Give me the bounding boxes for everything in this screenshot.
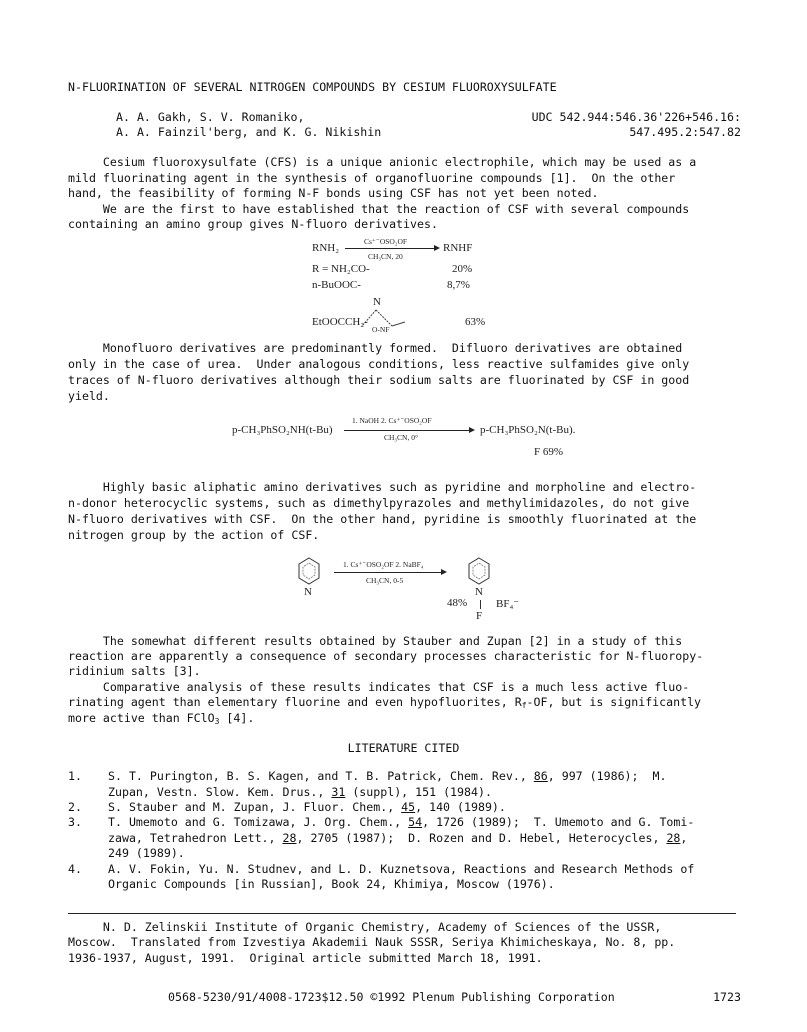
udc-line-1: UDC 542.944:546.36'226+546.16: — [531, 110, 741, 124]
scheme2-arrowhead — [469, 427, 475, 433]
paragraph-3-line: only in the case of urea. Under analogous conditions, less reactive sulfamides give only — [68, 357, 690, 371]
copyright-footer: 0568-5230/91/4008-1723$12.50 ©1992 Plenum Publishing Corporation — [168, 990, 615, 1004]
reference-line: Organic Compounds [in Russian], Book 24, Khimiya, Moscow (1976). — [108, 877, 555, 891]
paragraph-3-line: yield. — [68, 389, 110, 403]
scheme3-counterion: BF₄⁻ — [496, 598, 520, 610]
article-title: N-FLUORINATION OF SEVERAL NITROGEN COMPOUNDS BY CESIUM FLUOROXYSULFATE — [68, 80, 557, 94]
reference-line: zawa, Tetrahedron Lett., 28, 2705 (1987); D. Rozen and D. Hebel, Heterocycles, 28, — [108, 831, 688, 845]
reference-number: 1. — [68, 769, 82, 783]
scheme1-r-group: R = NH₂CO- — [312, 263, 370, 275]
scheme3-arrowhead — [441, 569, 447, 575]
reference-number: 2. — [68, 800, 82, 814]
scheme3-reactant-n: N — [304, 586, 312, 598]
page-number: 1723 — [713, 990, 741, 1004]
paragraph-6-line — [68, 711, 254, 729]
paragraph-4-line: n-donor heterocyclic systems, such as dimethylpyrazoles and methylimidazoles, do not give — [68, 496, 690, 510]
scheme1-ring-n: N — [373, 296, 381, 308]
scheme3-yield: 48% — [447, 597, 468, 609]
paragraph-1-line: hand, the feasibility of forming N-F bonds using CSF has not yet been noted. — [68, 186, 599, 200]
paragraph-1-line: Cesium fluoroxysulfate (CFS) is a unique anionic electrophile, which may be used as a — [68, 155, 697, 169]
footnote-divider — [68, 913, 736, 914]
reference-line: S. Stauber and M. Zupan, J. Fluor. Chem., 45, 140 (1989). — [108, 800, 506, 814]
paragraph-6-text: -OF, but is significantly — [526, 695, 702, 709]
subscript-f: f — [521, 701, 527, 710]
paragraph-4-line: Highly basic aliphatic amino derivatives such as pyridine and morpholine and electro- — [68, 480, 697, 494]
paragraph-6-text: [4]. — [219, 711, 255, 725]
reference-line: A. V. Fokin, Yu. N. Studnev, and L. D. Kuznetsova, Reactions and Research Methods of — [108, 862, 695, 876]
reference-number: 4. — [68, 862, 82, 876]
paragraph-2-line: We are the first to have established that the reaction of CSF with several compounds — [68, 202, 690, 216]
scheme1-reagent-top: Cs⁺⁻OSO₂OF — [364, 237, 408, 246]
paragraph-3-line: traces of N-fluoro derivatives although their sodium salts are fluorinated by CSF in good — [68, 373, 690, 387]
scheme3-product-f: F — [476, 610, 483, 622]
scheme2-reagent-bottom: CH₃CN, 0° — [384, 433, 418, 442]
paragraph-6-text: more active than FClO — [68, 711, 215, 725]
scheme1-yield: 20% — [452, 263, 473, 275]
scheme2-reactant: p-CH₃PhSO₂NH(t-Bu) — [232, 424, 333, 436]
paragraph-5-line: reaction are apparently a consequence of secondary processes characteristic for N-fluoropy- — [68, 649, 704, 663]
paragraph-5-line: The somewhat different results obtained by Stauber and Zupan [2] in a study of this — [68, 634, 683, 648]
reference-line: S. T. Purington, B. S. Kagen, and T. B. Patrick, Chem. Rev., 86, 997 (1986); M. — [108, 769, 667, 783]
scheme1-arrow — [345, 248, 437, 249]
pyridinium-ring-icon — [466, 556, 492, 590]
paragraph-4-line: N-fluoro derivatives with CSF. On the other hand, pyridine is smoothly fluorinated at the — [68, 512, 697, 526]
subscript-3: 3 — [214, 717, 220, 726]
paragraph-5-line: ridinium salts [3]. — [68, 664, 201, 678]
authors-line-2: A. A. Fainzil'berg, and K. G. Nikishin — [116, 125, 382, 139]
scheme1-reagent-bottom: CH₃CN, 20 — [368, 252, 403, 261]
paragraph-2-line: containing an amino group gives N-fluoro derivatives. — [68, 217, 438, 231]
scheme1-r-group: n-BuOOC- — [312, 279, 361, 291]
reference-line: T. Umemoto and G. Tomizawa, J. Org. Chem., 54, 1726 (1989); T. Umemoto and G. Tomi- — [108, 815, 695, 829]
reference-line: 249 (1989). — [108, 846, 185, 860]
literature-heading: LITERATURE CITED — [347, 741, 460, 755]
footnote-line: 1936-1937, August, 1991. Original article submitted March 18, 1991. — [68, 951, 543, 965]
scheme2-arrow — [344, 430, 472, 431]
scheme1-arrowhead — [434, 245, 440, 251]
pyridine-ring-icon — [296, 556, 322, 590]
scheme1-yield: 63% — [465, 316, 486, 328]
scheme2-product: p-CH₃PhSO₂N(t-Bu). — [480, 424, 576, 436]
paragraph-1-line: mild fluorinating agent in the synthesis of organofluorine compounds [1]. On the other — [68, 171, 676, 185]
scheme2-product-sub: F 69% — [534, 446, 564, 458]
paragraph-6-text: rinating agent than elementary fluorine and even hypofluorites, R — [68, 695, 522, 709]
footnote-line: N. D. Zelinskii Institute of Organic Chemistry, Academy of Sciences of the USSR, — [68, 920, 662, 934]
scheme2-reagent-top: 1. NaOH 2. Cs⁺⁻OSO₂OF — [352, 416, 432, 425]
paragraph-6-line: Comparative analysis of these results indicates that CSF is a much less active fluo- — [68, 680, 690, 694]
reference-number: 3. — [68, 815, 82, 829]
scheme1-r-group: EtOOCCH₂- — [312, 316, 368, 328]
scheme3-arrow — [334, 572, 444, 573]
scheme1-ring-o-nf: O-NF — [372, 325, 390, 334]
authors-line-1: A. A. Gakh, S. V. Romaniko, — [116, 110, 305, 124]
reference-line: Zupan, Vestn. Slow. Kem. Drus., 31 (suppl), 151 (1984). — [108, 785, 492, 799]
scheme1-reactant: RNH₂ — [312, 242, 340, 254]
paragraph-3-line: Monofluoro derivatives are predominantly formed. Difluoro derivatives are obtained — [68, 341, 683, 355]
paragraph-4-line: nitrogen group by the action of CSF. — [68, 528, 320, 542]
scheme1-yield: 8,7% — [447, 279, 470, 291]
scheme1-product: RNHF — [443, 242, 473, 254]
udc-line-2: 547.495.2:547.82 — [629, 125, 741, 139]
scheme3-product-n: N — [475, 586, 483, 598]
scheme3-reagent-top: 1. Cs⁺⁻OSO₂OF 2. NaBF₄ — [343, 560, 424, 569]
footnote-line: Moscow. Translated from Izvestiya Akademii Nauk SSSR, Seriya Khimicheskaya, No. 8, pp. — [68, 935, 676, 949]
scheme3-reagent-bottom: CH₃CN, 0-5 — [366, 576, 404, 585]
scheme3-n-f-bond — [480, 600, 481, 609]
